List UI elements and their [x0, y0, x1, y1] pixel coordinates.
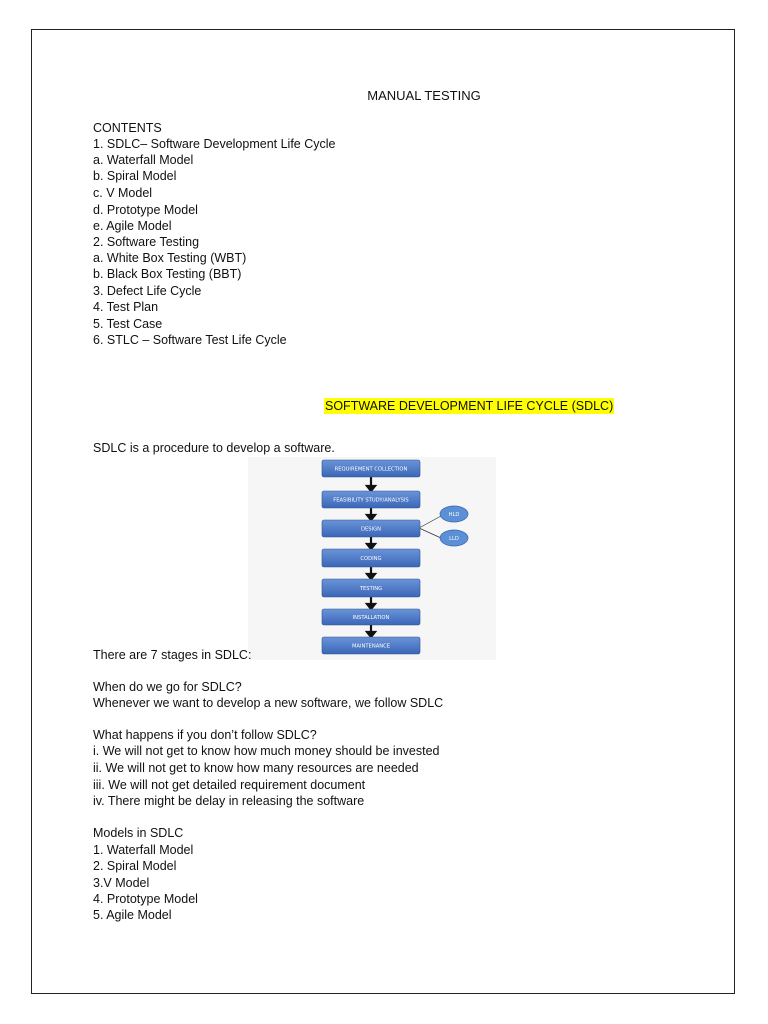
- contents-item: 3. Defect Life Cycle: [93, 284, 202, 298]
- svg-text:TESTING: TESTING: [359, 586, 383, 592]
- sdlc-heading: SOFTWARE DEVELOPMENT LIFE CYCLE (SDLC): [325, 399, 614, 413]
- stage-box: [322, 460, 420, 477]
- stage-box: [322, 637, 420, 654]
- contents-item: b. Spiral Model: [93, 169, 177, 183]
- contents-item: 2. Software Testing: [93, 235, 200, 249]
- document-title: MANUAL TESTING: [367, 88, 481, 103]
- svg-text:CODING: CODING: [360, 556, 382, 562]
- stage-box: [322, 491, 420, 508]
- contents-item: 1. SDLC– Software Development Life Cycle: [93, 137, 336, 151]
- svg-text:HLD: HLD: [448, 512, 460, 518]
- hld-oval: [440, 506, 468, 522]
- when-question: When do we go for SDLC?: [93, 680, 242, 694]
- model-item: 1. Waterfall Model: [93, 843, 194, 857]
- sdlc-diagram: [248, 457, 496, 660]
- contents-item: a. Waterfall Model: [93, 153, 194, 167]
- stages-count-text: There are 7 stages in SDLC:: [93, 648, 252, 662]
- stage-box: [322, 579, 420, 597]
- contents-heading: CONTENTS: [93, 121, 162, 135]
- model-item: 2. Spiral Model: [93, 859, 177, 873]
- stage-box: [322, 549, 420, 567]
- lld-oval: [440, 530, 468, 546]
- svg-text:MAINTENANCE: MAINTENANCE: [351, 643, 391, 650]
- contents-item: c. V Model: [93, 186, 153, 200]
- svg-text:INSTALLATION: INSTALLATION: [352, 615, 390, 621]
- stage-box: [322, 520, 420, 537]
- contents-item: a. White Box Testing (WBT): [93, 251, 247, 265]
- what-answer: ii. We will not get to know how many resources are needed: [93, 761, 419, 775]
- sdlc-definition: SDLC is a procedure to develop a software.: [93, 441, 335, 455]
- svg-text:REQUIREMENT COLLECTION: REQUIREMENT COLLECTION: [334, 466, 408, 473]
- contents-item: b. Black Box Testing (BBT): [93, 267, 242, 281]
- what-answer: iv. There might be delay in releasing the software: [93, 794, 365, 808]
- contents-item: e. Agile Model: [93, 219, 172, 233]
- model-item: 3.V Model: [93, 876, 150, 890]
- svg-text:DESIGN: DESIGN: [361, 526, 381, 533]
- model-item: 4. Prototype Model: [93, 892, 198, 906]
- contents-item: 6. STLC – Software Test Life Cycle: [93, 333, 287, 347]
- model-item: 5. Agile Model: [93, 908, 172, 922]
- stage-box: [322, 609, 420, 625]
- contents-item: d. Prototype Model: [93, 203, 198, 217]
- svg-text:LLD: LLD: [449, 536, 459, 542]
- contents-item: 5. Test Case: [93, 317, 163, 331]
- what-answer: iii. We will not get detailed requirement document: [93, 778, 366, 792]
- svg-text:FEASIBILITY STUDY/ANALYSIS: FEASIBILITY STUDY/ANALYSIS: [333, 497, 409, 504]
- when-answer: Whenever we want to develop a new software, we follow SDLC: [93, 696, 444, 710]
- what-question: What happens if you don’t follow SDLC?: [93, 728, 317, 742]
- contents-item: 4. Test Plan: [93, 300, 159, 314]
- what-answer: i. We will not get to know how much money should be invested: [93, 744, 440, 758]
- models-heading: Models in SDLC: [93, 826, 184, 840]
